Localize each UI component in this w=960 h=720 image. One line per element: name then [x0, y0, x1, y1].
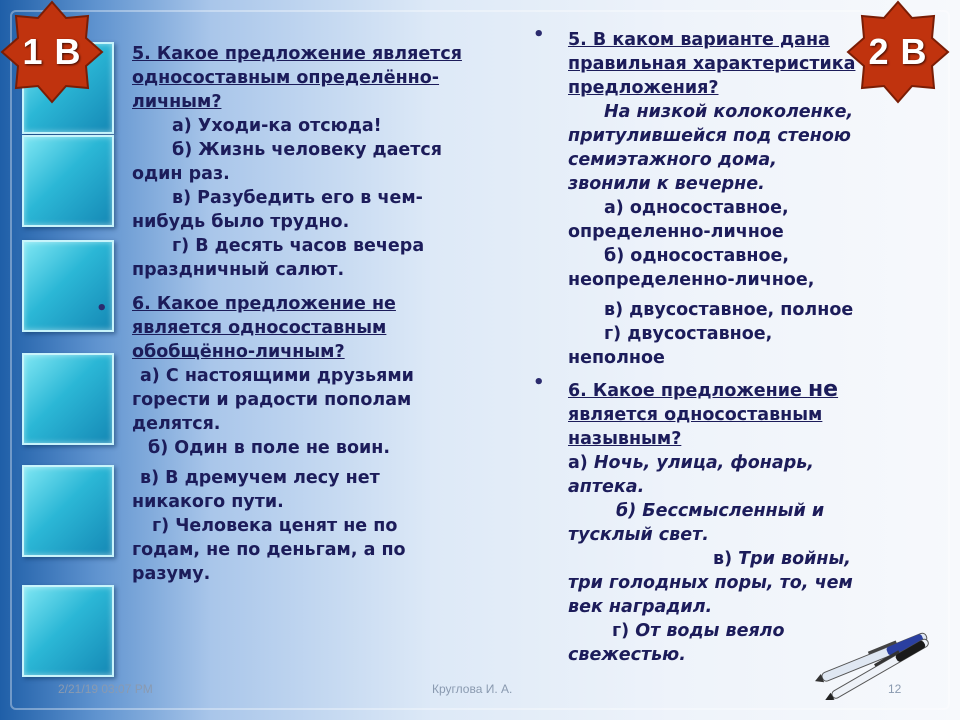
title-post: является односоставным назывным?: [568, 405, 823, 449]
bullet: •: [533, 372, 545, 393]
footer-date: 2/21/19 03:07 PM: [58, 682, 153, 696]
option-c: [568, 547, 868, 619]
question-5-title: 5. Какое предложение является односоставным определённо-личным?: [132, 44, 462, 112]
tile: [22, 353, 114, 445]
option-label: г): [612, 621, 636, 641]
option-d: г) В десять часов вечера праздничный салют.: [132, 236, 425, 280]
tile: [22, 465, 114, 557]
question-6-title: 6. Какое предложение не является односоставным обобщённо-личным?: [132, 294, 396, 362]
right-column: [568, 28, 860, 370]
option-b: б) Жизнь человеку дается один раз.: [132, 140, 443, 184]
tile: [22, 135, 114, 227]
left-column: [132, 42, 462, 586]
option-a: а) односоставное, определенно-личное: [568, 198, 789, 242]
bullet: •: [96, 298, 108, 319]
option-b: б) Бессмысленный и тусклый свет.: [568, 501, 825, 545]
badge-variant-2: [846, 0, 950, 104]
badge-label: 1 В: [22, 31, 82, 72]
tile: [22, 585, 114, 677]
option-c: в) Разубедить его в чем-нибудь было трудно.: [132, 188, 423, 232]
pens-icon: [812, 620, 952, 700]
sentence: На низкой колоколенке, притулившейся под стеною семиэтажного дома, звонили к вечерне.: [568, 102, 854, 194]
option-label: а): [568, 453, 594, 473]
bullet: •: [533, 24, 545, 45]
option-c: в) двусоставное, полное: [604, 300, 854, 320]
question-6-title: [568, 378, 868, 451]
badge-label: 2 В: [868, 31, 928, 72]
option-c: в) В дремучем лесу нет никакого пути.: [132, 468, 380, 512]
title-pre: 6. Какое предложение: [568, 381, 808, 401]
option-label: в): [713, 549, 739, 569]
option-d: г) двусоставное, неполное: [568, 324, 773, 368]
option-d: г) Человека ценят не по годам, не по деньгам, а по разуму.: [132, 516, 406, 584]
option-text: От воды веяло свежестью.: [568, 621, 785, 665]
option-a: [568, 451, 868, 499]
footer-page-number: 12: [888, 682, 902, 696]
question-5-title: 5. В каком варианте дана правильная характеристика предложения?: [568, 30, 856, 98]
option-text: Ночь, улица, фонарь, аптека.: [568, 453, 814, 497]
title-ne: не: [807, 377, 839, 402]
option-a: а) С настоящими друзьями горести и радости пополам делятся.: [132, 366, 414, 434]
option-text: Три войны, три голодных поры, то, чем век наградил.: [568, 549, 853, 617]
option-b: б) Один в поле не воин.: [148, 438, 390, 458]
badge-variant-1: [0, 0, 104, 104]
decorative-tiles: [22, 20, 112, 720]
option-b: б) односоставное, неопределенно-личное,: [568, 246, 815, 290]
footer-author: Круглова И. А.: [432, 682, 513, 696]
option-a: а) Уходи-ка отсюда!: [172, 116, 382, 136]
